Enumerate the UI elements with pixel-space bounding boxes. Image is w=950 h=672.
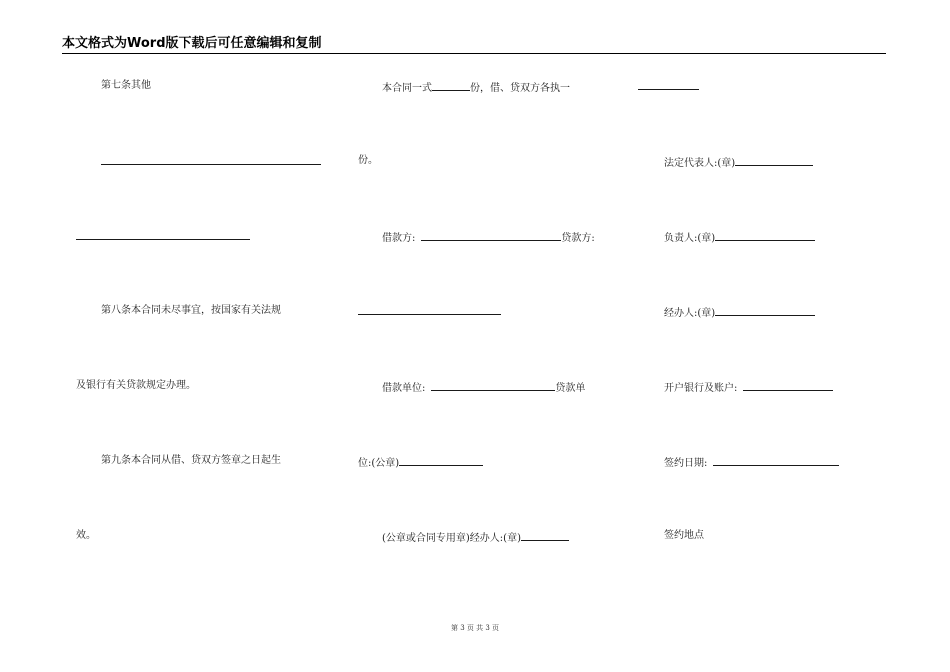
- copies-end: 份。: [358, 155, 378, 166]
- sign-date-blank: [713, 455, 839, 466]
- lender-unit-seal-label: 位:(公章): [358, 458, 400, 469]
- blank-line: [76, 239, 250, 240]
- borrower-label: 借款方:: [382, 233, 416, 244]
- legal-rep-row: [664, 155, 813, 170]
- borrower-unit-row: [382, 380, 585, 395]
- blank-line: [638, 89, 699, 90]
- article-9-text: 第九条本合同从借、贷双方签章之日起生: [101, 455, 281, 466]
- lender-unit-label: 贷款单: [555, 383, 586, 394]
- responsible-row: [664, 230, 815, 245]
- legal-rep-blank: [735, 155, 813, 166]
- bank-account-label: 开户银行及账户:: [664, 383, 738, 394]
- copies-count-blank: [432, 80, 470, 91]
- blank-line: [358, 314, 501, 315]
- bank-account-blank: [743, 380, 833, 391]
- sign-date-row: [664, 455, 839, 470]
- lender-label: 贷款方:: [561, 233, 595, 244]
- sign-date-label: 签约日期:: [664, 458, 708, 469]
- seal-handler-label: (公章或合同专用章)经办人:(章): [382, 533, 521, 544]
- sign-place-label: 签约地点: [664, 530, 704, 541]
- blank-line: [101, 164, 321, 165]
- borrower-unit-label: 借款单位:: [382, 383, 426, 394]
- handler-row: [664, 305, 815, 320]
- responsible-blank: [715, 230, 815, 241]
- document-header: 本文格式为Word版下载后可任意编辑和复制: [62, 36, 886, 54]
- article-7-heading: 第七条其他: [101, 80, 151, 91]
- bank-account-row: [664, 380, 833, 395]
- borrower-unit-blank: [431, 380, 555, 391]
- lender-unit-blank: [399, 455, 483, 466]
- borrower-blank: [421, 230, 561, 241]
- seal-handler-row: [382, 530, 569, 545]
- seal-handler-blank: [521, 530, 569, 541]
- article-8-text: 第八条本合同未尽事宜，按国家有关法规: [101, 305, 281, 316]
- legal-rep-label: 法定代表人:(章): [664, 158, 736, 169]
- article-9-continuation: 效。: [76, 530, 96, 541]
- lender-unit-seal-row: [358, 455, 483, 470]
- responsible-label: 负责人:(章): [664, 233, 716, 244]
- handler-label: 经办人:(章): [664, 308, 716, 319]
- handler-blank: [715, 305, 815, 316]
- borrower-lender-row: [382, 230, 595, 245]
- copies-label: 本合同一式: [382, 83, 432, 94]
- copies-clause: [382, 80, 570, 95]
- article-8-continuation: 及银行有关贷款规定办理。: [76, 380, 196, 391]
- copies-each-label: 份，借、贷双方各执一: [470, 83, 570, 94]
- page-number: 第 3 页 共 3 页: [450, 624, 500, 632]
